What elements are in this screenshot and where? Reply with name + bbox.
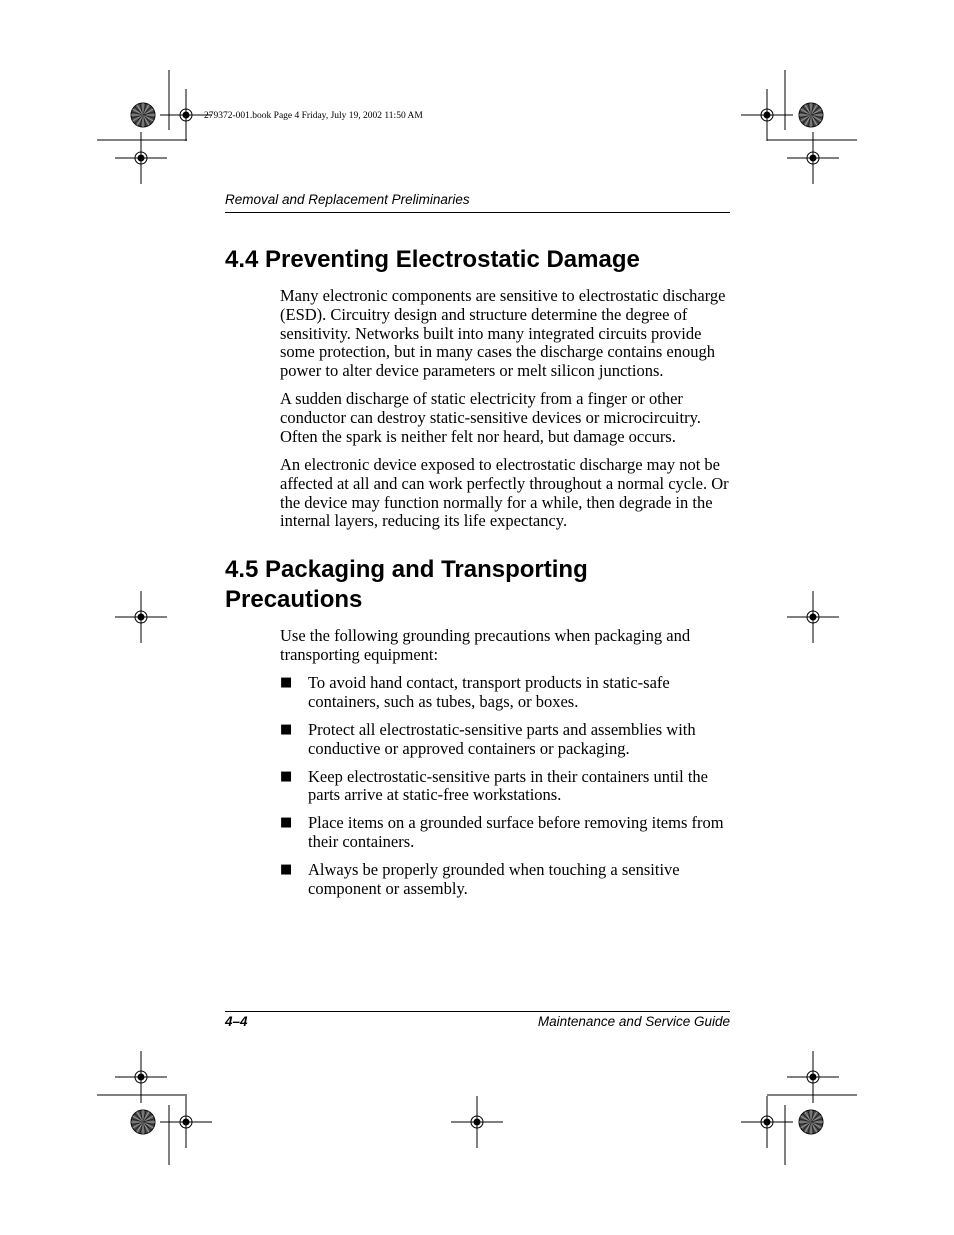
paragraph: An electronic device exposed to electrostatic discharge may not be affected at all and can work perfectly throughout a normal cycle. Or the device may function normally for a while, then degrade in the internal layers, reducing its life expectancy. (280, 455, 729, 531)
bullet-square-icon: ■ (280, 815, 293, 831)
list-item (280, 721, 732, 759)
color-wheel-icon (131, 103, 155, 127)
running-header: Removal and Replacement Preliminaries (225, 192, 470, 207)
list-item-text: Always be properly grounded when touching a sensitive component or assembly. (308, 860, 680, 898)
color-wheel-icon (799, 1110, 823, 1134)
registration-mark-icon (160, 1096, 212, 1148)
page-number: 4–4 (225, 1014, 248, 1029)
bullet-square-icon: ■ (280, 768, 293, 784)
precautions-list (280, 674, 732, 908)
bullet-square-icon: ■ (280, 675, 293, 690)
list-item (280, 674, 732, 712)
registration-mark-icon (115, 591, 167, 643)
paragraph-intro: Use the following grounding precautions when packaging and transporting equipment: (280, 626, 691, 664)
bullet-square-icon: ■ (280, 721, 293, 737)
color-wheel-icon (131, 1110, 155, 1134)
list-item (280, 861, 732, 899)
registration-mark-icon (787, 591, 839, 643)
list-item-text: Place items on a grounded surface before removing items from their containers. (308, 813, 724, 852)
list-item (280, 768, 732, 806)
section-heading-4-4: 4.4 Preventing Electrostatic Damage (225, 246, 640, 273)
bullet-square-icon: ■ (280, 862, 293, 878)
registration-mark-icon (451, 1096, 503, 1148)
header-rule (225, 212, 730, 213)
print-slug: 279372-001.book Page 4 Friday, July 19, 2002 11:50 AM (204, 111, 423, 121)
color-wheel-icon (799, 103, 823, 127)
list-item (280, 814, 732, 852)
footer-rule (225, 1011, 730, 1012)
list-item-text: Keep electrostatic-sensitive parts in their containers until the parts arrive at static-free workstations. (308, 766, 708, 805)
section-heading-4-5: 4.5 Packaging and Transporting Precautions (225, 556, 588, 613)
list-item-text: To avoid hand contact, transport products in static-safe containers, such as tubes, bags, or boxes. (308, 673, 670, 711)
list-item-text: Protect all electrostatic-sensitive parts and assemblies with conductive or approved containers or packaging. (308, 719, 696, 758)
paragraph: Many electronic components are sensitive to electrostatic discharge (ESD). Circuitry design and structure determine the degree of sensitivity. Networks built into many integrated circuits provide some protection, but in many cases the discharge contains enough power to alter device parameters or melt silicon junctions. (280, 286, 726, 381)
paragraph: A sudden discharge of static electricity from a finger or other conductor can destroy static-sensitive devices or microcircuitry. Often the spark is neither felt nor heard, but damage occurs. (280, 389, 701, 446)
footer-guide-title: Maintenance and Service Guide (537, 1014, 730, 1029)
